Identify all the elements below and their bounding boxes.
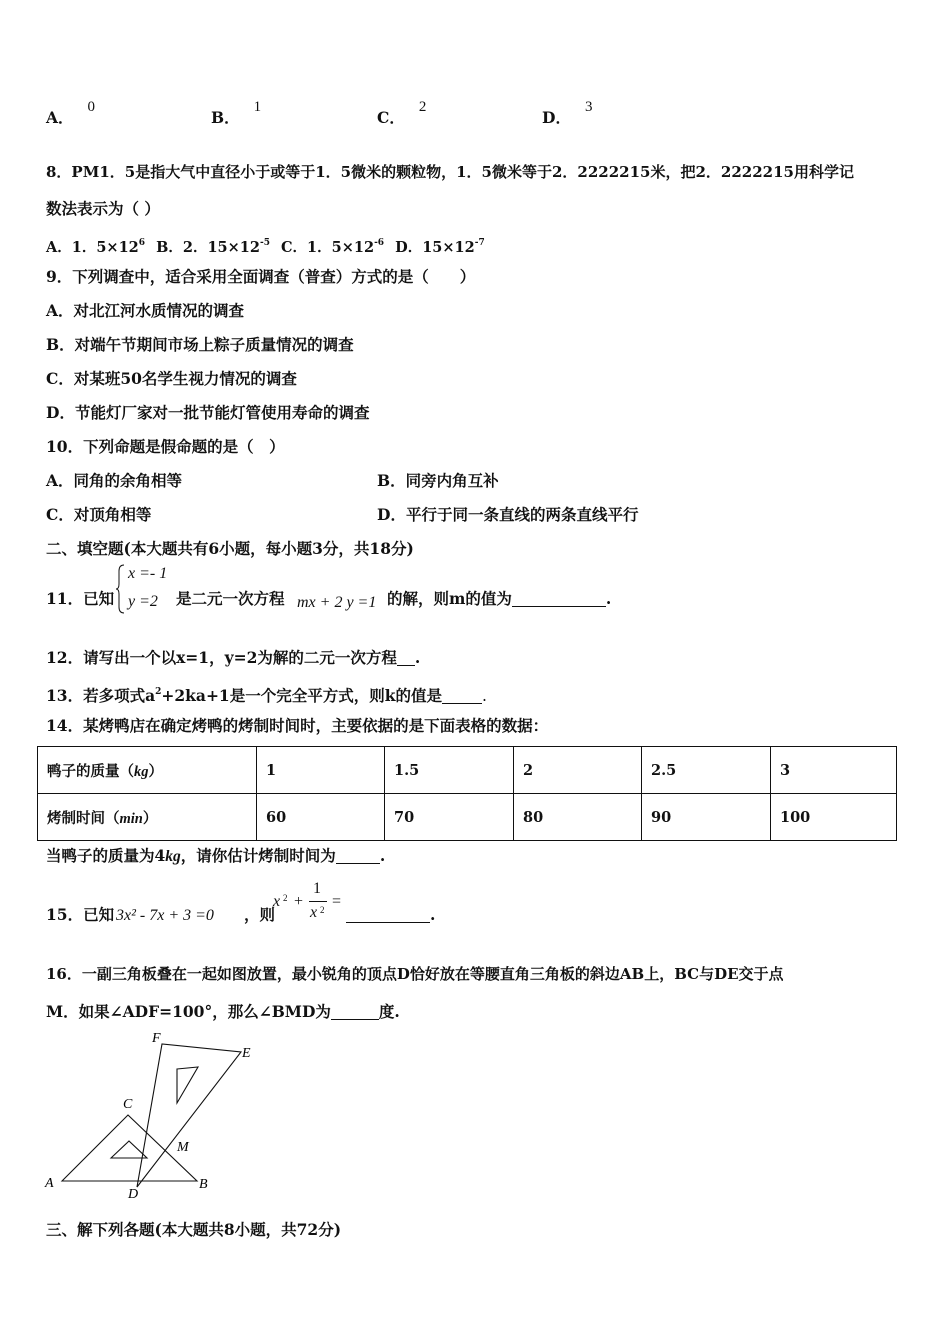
q15-mid: ，则 [244,905,276,924]
q8-option-a: A．1．$5\times 12^6$ [46,238,146,256]
q14-question: 当鸭子的质量为4kg，请你估计烤制时间为 . [46,846,386,865]
q16-stem-line1: 16．一副三角板叠在一起如图放置，最小锐角的顶点D恰好放在等腰直角三角板的斜边AB上，BC与DE交于点 [46,965,784,983]
q8-option-b: B．2．$15\times 12^{-5}$ [156,238,270,256]
q9-option-b: B．对端午节期间市场上粽子质量情况的调查 [46,335,354,354]
label-d: D [128,1187,139,1202]
q10-stem: 10．下列命题是假命题的是（ ） [46,437,285,456]
q9-stem: 9．下列调查中，适合采用全面调查（普查）方式的是（ ） [46,267,476,286]
q15-expression: x 2 + 1 x 2 = [273,880,342,921]
q11-equation-1: x =- 1 [128,565,168,582]
q14-row2-label: 烤制时间（min） [38,794,257,841]
q8-stem-line2: 数法表示为（ ） [46,199,160,218]
q12: 12．请写出一个以x=1，y=2为解的二元一次方程 . [46,648,421,667]
q13: 13．若多项式$a^2+2ka+1$是一个完全平方式，则k的值是 . [46,686,487,705]
label-f: F [152,1031,161,1046]
q11-equation-3: mx + 2 y =1 [297,594,377,611]
label-b: B [199,1177,208,1192]
q7-option-b: B．1 [211,99,262,127]
q7-option-a: A．0 [46,99,96,127]
q14-cell: 60 [257,794,385,841]
q11-prefix: 11．已知 [46,589,115,608]
q10-option-b: B．同旁内角互补 [377,471,499,490]
q14-answer-blank[interactable] [336,847,380,864]
q10-option-d: D．平行于同一条直线的两条直线平行 [377,505,639,524]
q16-stem-line2: M．如果∠ADF=100°，那么∠BMD为 度. [46,1002,400,1021]
q8-stem-line1: 8．PM1．5是指大气中直径小于或等于1．5微米的颗粒物，1．5微米等于2．2222215米，把2．2222215用科学记 [46,163,854,181]
q14-cell: 80 [514,794,642,841]
q14-stem: 14．某烤鸭店在确定烤鸭的烤制时间时，主要依据的是下面表格的数据： [46,716,549,735]
q11-equation-2: y =2 [128,593,158,610]
section-2-heading: 二、填空题(本大题共有6小题，每小题3分，共18分) [46,539,414,558]
q14-cell: 2.5 [642,747,771,794]
q11-mid: 是二元一次方程 [176,589,285,608]
q14-cell: 1.5 [385,747,514,794]
q15-answer-blank[interactable] [346,906,430,923]
q14-cell: 100 [771,794,897,841]
q13-answer-blank[interactable] [442,687,482,704]
q16-figure [40,1028,270,1203]
q12-answer-blank[interactable] [397,649,415,666]
q14-cell: 90 [642,794,771,841]
q14-row1-label: 鸭子的质量（kg） [38,747,257,794]
triangle-dfe-inner [177,1067,198,1103]
q10-option-a: A．同角的余角相等 [46,471,183,490]
q8-option-d: D．$15\times 12^{-7}$ [395,238,485,256]
q11-brace [116,563,126,615]
q11-answer-blank[interactable] [512,590,606,607]
q14-cell: 2 [514,747,642,794]
table-row [38,794,897,841]
q14-cell: 70 [385,794,514,841]
q11-suffix: 的解，则m的值为 . [387,589,612,608]
q10-option-c: C．对顶角相等 [46,505,152,524]
label-m: M [177,1140,189,1155]
q7-option-d: D．3 [542,99,593,127]
q14-table [37,746,897,841]
table-row [38,747,897,794]
label-e: E [242,1046,251,1061]
q9-option-a: A．对北江河水质情况的调查 [46,301,245,320]
q9-option-d: D．节能灯厂家对一批节能灯管使用寿命的调查 [46,403,370,422]
q8-options [46,233,485,258]
triangle-dfe [137,1044,241,1187]
q14-cell: 1 [257,747,385,794]
q16-answer-blank[interactable] [331,1003,379,1020]
label-c: C [123,1097,133,1112]
q14-cell: 3 [771,747,897,794]
q15-prefix: 15．已知 [46,905,115,924]
q8-option-c: C．1．$5\times 12^{-6}$ [281,238,385,256]
q7-option-c: C．2 [377,99,427,127]
q15-suffix: . [346,905,435,925]
triangle-abc-inner [111,1141,147,1158]
q9-option-c: C．对某班50名学生视力情况的调查 [46,369,297,388]
section-3-heading: 三、解下列各题(本大题共8小题，共72分) [46,1220,342,1239]
q15-equation: 3x² - 7x + 3 =0 [116,907,214,924]
label-a: A [45,1176,54,1191]
